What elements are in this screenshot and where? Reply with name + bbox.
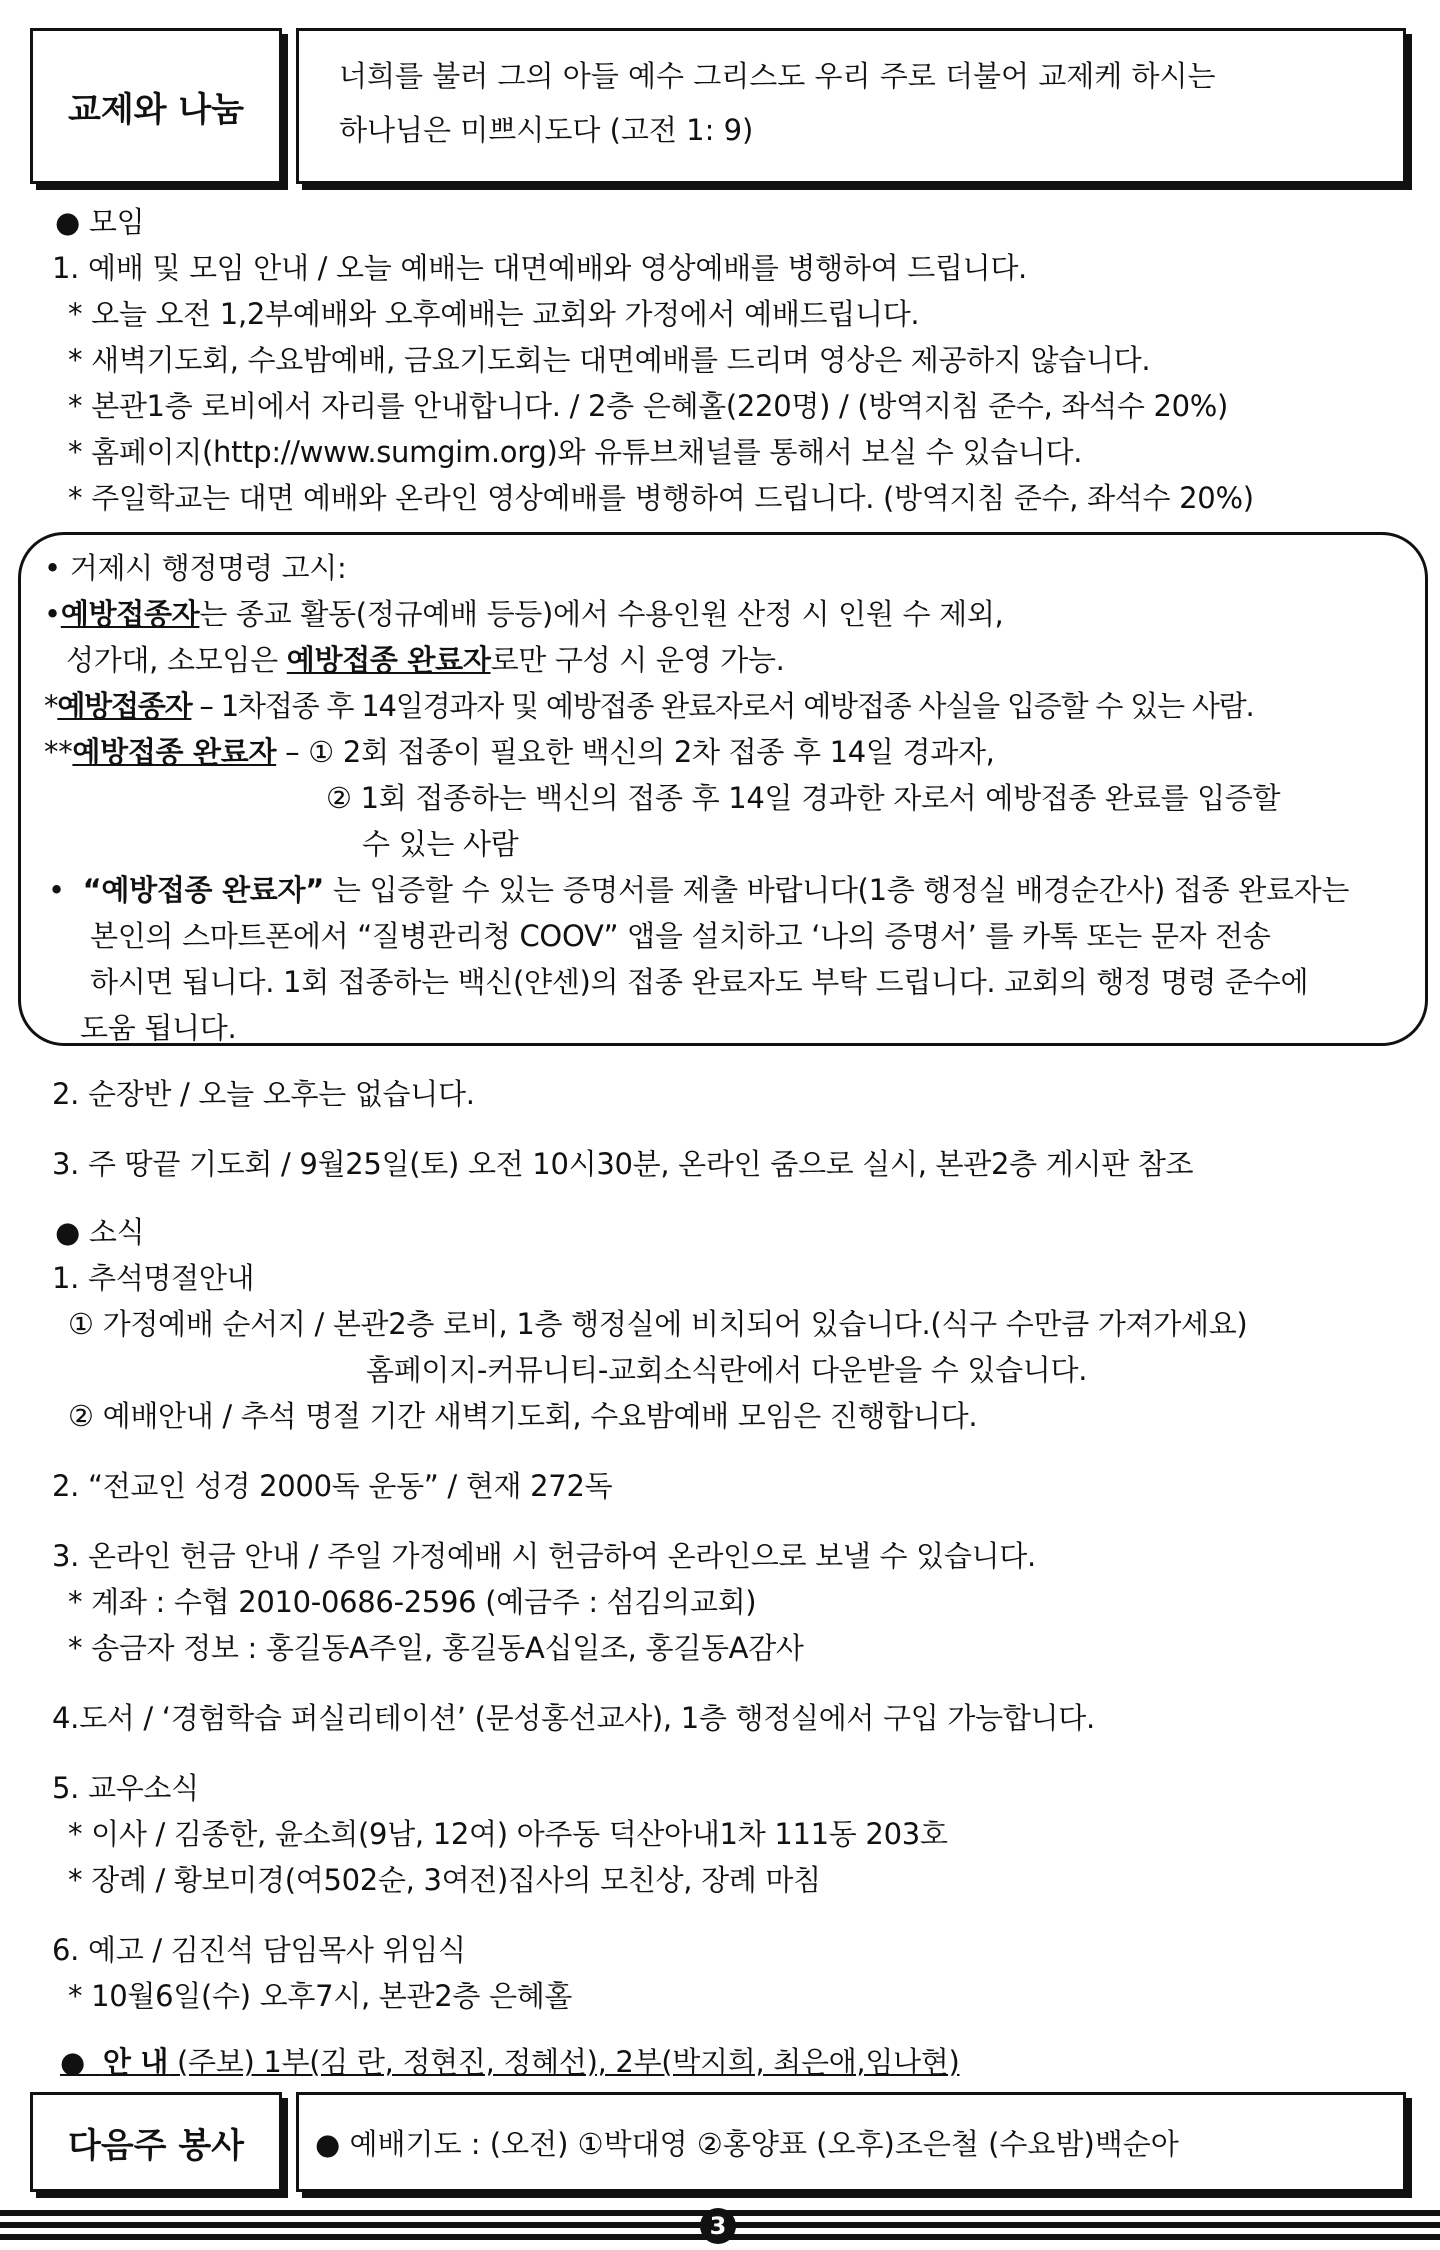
news-1: 1. 추석명절안내 — [52, 1261, 255, 1295]
bullet: ● — [60, 2045, 86, 2079]
news-1a: ① 가정예배 순서지 / 본관2층 로비, 1층 행정실에 비치되어 있습니다.(식구 수만큼 가져가세요) — [68, 1307, 1248, 1341]
term-vaccinated-def: 예방접종자 — [57, 689, 192, 723]
section-title-box — [30, 28, 282, 184]
verse-box — [296, 28, 1406, 184]
news-5b: * 장례 / 황보미경(여502순, 3여전)집사의 모친상, 장례 마침 — [68, 1863, 821, 1897]
news-heading: ● 소식 — [55, 1215, 145, 1249]
news-3: 3. 온라인 헌금 안내 / 주일 가정예배 시 헌금하여 온라인으로 보낼 수 있습니다. — [52, 1539, 1036, 1573]
notice-line-4: *예방접종자 – 1차접종 후 14일경과자 및 예방접종 완료자로서 예방접종 사실을 입증할 수 있는 사람. — [44, 689, 1254, 723]
next-week-service-box — [296, 2092, 1406, 2192]
news-4: 4.도서 / ‘경험학습 퍼실리테이션’ (문성홍선교사), 1층 행정실에서 구입 가능합니다. — [52, 1701, 1095, 1735]
notice-line-6: ② 1회 접종하는 백신의 접종 후 14일 경과한 자로서 예방접종 완료를 입증할 — [326, 781, 1281, 815]
next-week-service-title-box — [30, 2092, 282, 2192]
bullet: • — [48, 873, 65, 907]
next-week-service-title: 다음주 봉사 — [67, 2125, 245, 2166]
news-6: 6. 예고 / 김진석 담임목사 위임식 — [52, 1933, 466, 1967]
meeting-line-1: 1. 예배 및 모임 안내 / 오늘 예배는 대면예배와 영상예배를 병행하여 드립니다. — [52, 251, 1027, 285]
notice-line-11: 도움 됩니다. — [80, 1011, 237, 1045]
term-fully-vaccinated-quoted: “예방접종 완료자” — [82, 873, 324, 907]
item-3: 3. 주 땅끝 기도회 / 9월25일(토) 오전 10시30분, 온라인 줌으로 실시, 본관2층 게시판 참조 — [52, 1147, 1194, 1181]
news-5a: * 이사 / 김종한, 윤소희(9남, 12여) 아주동 덕산아내1차 111동 203호 — [68, 1817, 948, 1851]
notice-line-3: 성가대, 소모임은 예방접종 완료자로만 구성 시 운영 가능. — [66, 643, 785, 677]
notice-line-1: • 거제시 행정명령 고시: — [44, 551, 347, 585]
meeting-heading: ● 모임 — [55, 205, 145, 239]
guide-label: 안 내 — [102, 2045, 169, 2079]
meeting-line-6: * 주일학교는 대면 예배와 온라인 영상예배를 병행하여 드립니다. (방역지침 준수, 좌석수 20%) — [68, 481, 1254, 515]
news-2: 2. “전교인 성경 2000독 운동” / 현재 272독 — [52, 1469, 613, 1503]
news-5: 5. 교우소식 — [52, 1771, 199, 1805]
meeting-line-2: * 오늘 오전 1,2부예배와 오후예배는 교회와 가정에서 예배드립니다. — [68, 297, 920, 331]
verse-line-2: 하나님은 미쁘시도다 (고전 1: 9) — [339, 113, 754, 147]
meeting-line-3: * 새벽기도회, 수요밤예배, 금요기도회는 대면예배를 드리며 영상은 제공하지 않습니다. — [68, 343, 1151, 377]
news-1c: ② 예배안내 / 추석 명절 기간 새벽기도회, 수요밤예배 모임은 진행합니다. — [68, 1399, 978, 1433]
news-3a: * 계좌 : 수협 2010-0686-2596 (예금주 : 섬김의교회) — [68, 1585, 757, 1619]
term-fully-vaccinated: 예방접종 완료자 — [286, 643, 491, 677]
notice-line-2: •예방접종자는 종교 활동(정규예배 등등)에서 수용인원 산정 시 인원 수 제외, — [44, 597, 1004, 631]
item-2: 2. 순장반 / 오늘 오후는 없습니다. — [52, 1077, 475, 1111]
news-3b: * 송금자 정보 : 홍길동A주일, 홍길동A십일조, 홍길동A감사 — [68, 1631, 804, 1665]
guide-line: ● 안 내 (주보) 1부(김 란, 정현진, 정혜선), 2부(박지희, 최은애,임나현) — [60, 2045, 960, 2079]
news-6a: * 10월6일(수) 오후7시, 본관2층 은혜홀 — [68, 1979, 573, 2013]
meeting-line-4: * 본관1층 로비에서 자리를 안내합니다. / 2층 은혜홀(220명) / (방역지침 준수, 좌석수 20%) — [68, 389, 1229, 423]
news-1b: 홈페이지-커뮤니티-교회소식란에서 다운받을 수 있습니다. — [366, 1353, 1088, 1387]
term-fully-vaccinated-def: 예방접종 완료자 — [72, 735, 277, 769]
notice-line-8: • “예방접종 완료자” 는 입증할 수 있는 증명서를 제출 바랍니다(1층 행정실 배경순간사) 접종 완료자는 — [48, 873, 1350, 907]
notice-line-10: 하시면 됩니다. 1회 접종하는 백신(얀센)의 접종 완료자도 부탁 드립니다. 교회의 행정 명령 준수에 — [90, 965, 1309, 999]
next-week-service-content: ● 예배기도 : (오전) ①박대영 ②홍양표 (오후)조은철 (수요밤)백순아 — [315, 2126, 1179, 2161]
notice-line-7: 수 있는 사람 — [362, 827, 519, 861]
notice-line-5: **예방접종 완료자 – ① 2회 접종이 필요한 백신의 2차 접종 후 14일 경과자, — [44, 735, 995, 769]
notice-line-9: 본인의 스마트폰에서 “질병관리청 COOV” 앱을 설치하고 ‘나의 증명서’ 를 카톡 또는 문자 전송 — [90, 919, 1271, 953]
verse-line-1: 너희를 불러 그의 아들 예수 그리스도 우리 주로 더불어 교제케 하시는 — [339, 59, 1216, 93]
section-title: 교제와 나눔 — [67, 89, 245, 130]
page-number: 3 — [700, 2208, 736, 2244]
meeting-line-5: * 홈페이지(http://www.sumgim.org)와 유튜브채널를 통해서 보실 수 있습니다. — [68, 435, 1083, 469]
bullet: • — [44, 597, 61, 631]
term-vaccinated: 예방접종자 — [60, 597, 200, 631]
